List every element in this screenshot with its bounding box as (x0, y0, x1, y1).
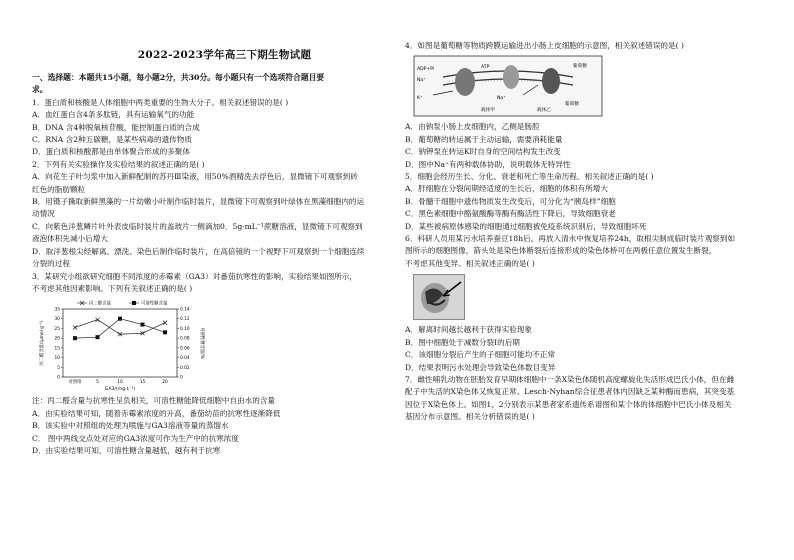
right-column (405, 0, 790, 424)
question-5: 5．细胞会经历生长、分化、衰老和死亡等生命历程。相关叙述正确的是( ) A．肝细胞在分裂间期经适度的生长后，细胞的体积有所增大 B．骨髓干细胞中遗传物质发生改变后，可分化为“胰岛样”细胞 C．黑色素细胞中酪氨酸酶等酶有酶活性下降后，导致细胞衰老 D．某些被病原体感染的细胞通过细胞被免疫系统识别后，导致细胞坏死 (405, 172, 654, 231)
x-axis-label: GA3/(mg·L⁻¹) (104, 387, 136, 393)
sodium-potassium-pump (455, 68, 475, 96)
left-tick-label: 15 (54, 346, 60, 352)
data-point-square (163, 331, 167, 335)
legend-label: 丙二醛含量 (89, 301, 111, 307)
x-tick-label: 对照组 (68, 380, 82, 386)
right-tick-label: 0.02 (180, 366, 190, 372)
series-line-0 (75, 320, 165, 335)
data-point-square (141, 323, 145, 327)
left-tick-label: 30 (54, 317, 60, 323)
right-tick-label: 0.10 (180, 327, 190, 333)
x-tick-label: 15 (139, 380, 146, 386)
label-na-outer: Na⁺ (417, 78, 426, 84)
data-point-x (163, 321, 167, 325)
question-4: 4．如图是葡萄糖等物质跨膜运输进出小肠上皮细胞的示意图，相关叙述错误的是( ) (405, 41, 684, 50)
right-tick-label: 0.08 (180, 336, 190, 342)
carrier-b (542, 68, 560, 94)
left-tick-label: 20 (54, 336, 60, 342)
label-glucose-inner: 葡萄糖 (565, 102, 579, 108)
question-4-options: A．由钠泵小肠上皮细胞内，乙侧是肠腔 B．葡萄糖的转运属于主动运输，需要消耗能量 C．钠钾泵在转运K时自身的空间结构发生改变 D．图中Na⁺有两种载体协助，说明载体无特异性 (405, 122, 571, 169)
left-tick-label: 0 (57, 375, 60, 381)
label-carrier-b: 载体乙 (537, 108, 551, 114)
right-axis-label: 可溶性糖含量/% (199, 327, 204, 359)
data-point-x (73, 326, 77, 330)
label-glucose-outer: 葡萄糖 (573, 64, 587, 70)
question-3-note: 注：丙二醛含量与抗寒性呈负相关，可溶性糖能降低细胞中自由水的含量 (32, 396, 275, 406)
page-title: 2022-2023学年高三下期生物试题 (137, 49, 312, 61)
x-tick-label: 10 (117, 380, 123, 386)
chromosome-bridge-micrograph (413, 274, 465, 320)
ga3-chart (37, 297, 207, 393)
section-heading: 一、选择题：本题共15小题，每小题2分，共30分。每小题只有一个选项符合题目要 求。 (32, 73, 325, 95)
membrane-transport-diagram (413, 55, 603, 117)
carrier-a (503, 65, 519, 89)
left-tick-label: 10 (54, 356, 60, 362)
label-k: K⁺ (417, 96, 423, 102)
label-atp: ATP (481, 65, 490, 71)
right-tick-label: 0 (180, 375, 183, 381)
left-tick-label: 35 (54, 307, 60, 313)
x-tick-label: 20 (162, 380, 168, 386)
data-point-square (73, 336, 77, 340)
label-carrier-a: 载体甲 (481, 108, 495, 114)
left-tick-label: 25 (54, 327, 60, 333)
left-axis-label: 丙二醛含量/(μmol·g⁻¹) (40, 320, 45, 366)
series-line-1 (75, 319, 165, 338)
question-3: 3．某研究小组欲研究细胞不同浓度的赤霉素（GA3）对番茄抗寒性的影响，实验结果如图所示， 不考虑其他因素影响。下列有关叙述正确的是( ) (32, 271, 357, 293)
legend-marker-square (132, 301, 136, 305)
question-7: 7．雌性哺乳动物在胚胎发育早期体细胞中一条X染色体随机高度螺旋化失活形成巴氏小体，但在雌 配子中失活的X染色体又恢复正常。Lesch-Nyhan综合征患者体内因缺乏某种酶而患病，其突变基 因位于X染色体上。如图1、2分别表示某患者家系遗传系谱图和某个体的体细胞中巴氏小体及相关 基因分布示意图。相关分析错误的是( ) (405, 374, 735, 422)
question-3-options: A．由实验结果可知，随着赤霉素浓度的升高，番茄幼苗的抗寒性逐渐降低 B．该实验中对照组的处理为喷施与GA3溶液等量的蒸馏水 C． 图中两线交点处对应的GA3浓度可作为生产中的抗寒浓度 D．由实验结果可知，可溶性糖含量越低，越有利于抗寒 (32, 408, 281, 455)
x-tick-label: 5 (96, 380, 99, 386)
question-6: 6．科研人员用某污水培养蚕豆18h后，再放入清水中恢复培养24h，取根尖制成临时装片观察到如 图所示的细胞图像，箭头处是染色体断裂后连接形成的染色体桥可在两极任意位置发生断裂， 不考虑其他变异。相关叙述正确的是( ) (405, 234, 736, 268)
question-1: 1．蛋白质和核酸是人体细胞中两类重要的生物大分子。相关叙述错误的是( ) A．血红蛋白含4条多肽链，具有运输氧气的功能 B．DNA 含4种脱氧核苷酸，能控制蛋白质的合成 C．RNA 含2种五碳糖，是某些病毒的遗传物质 D．蛋白质和核酸都是由单体聚合形成的多聚体 (32, 97, 289, 157)
data-point-x (96, 318, 100, 322)
label-na-inner: Na⁺ (497, 96, 506, 102)
question-6-options: A．解离时间越长越利于获得实验现象 B．图中细胞处于减数分裂Ⅰ的后期 C．该细胞分裂后产生的子细胞可能均不正常 D．结果表明污水处理会导致染色体数目变异 (405, 325, 556, 372)
question-2: 2．下列有关实验操作及实验结果的叙述正确的是( ) A．向花生子叶匀浆中加入新鲜配制的苏丹Ⅲ染液，用50%酒精洗去浮色后，显微镜下可观察到砖 红色的脂肪颗粒 B．用镊子撕取新鲜黑藻的一片幼嫩小叶制作临时装片，显微镜下可观察到叶绿体在黑藻细胞内的运 动情况 C．向紫色洋葱鳞片叶外表皮临时装片的盖玻片一侧滴加0．5g·mL⁻¹蔗糖溶液，显微镜下可观察到 液泡体积先减小后增大 D．取洋葱根尖经解离、漂洗、染色后制作临时装片，在高倍镜的一个视野下可观察到一个细胞连续 分裂的过程 (32, 159, 365, 269)
right-tick-label: 0.12 (180, 317, 190, 323)
left-column (32, 0, 417, 457)
right-tick-label: 0.06 (180, 346, 190, 352)
left-tick-label: 5 (57, 366, 60, 372)
right-tick-label: 0.14 (180, 307, 190, 313)
label-adp: ADP+Pi (417, 67, 435, 73)
data-point-square (118, 317, 122, 321)
legend-label: 可溶性糖含量 (141, 301, 168, 307)
data-point-square (96, 335, 100, 339)
right-tick-label: 0.04 (180, 356, 190, 362)
